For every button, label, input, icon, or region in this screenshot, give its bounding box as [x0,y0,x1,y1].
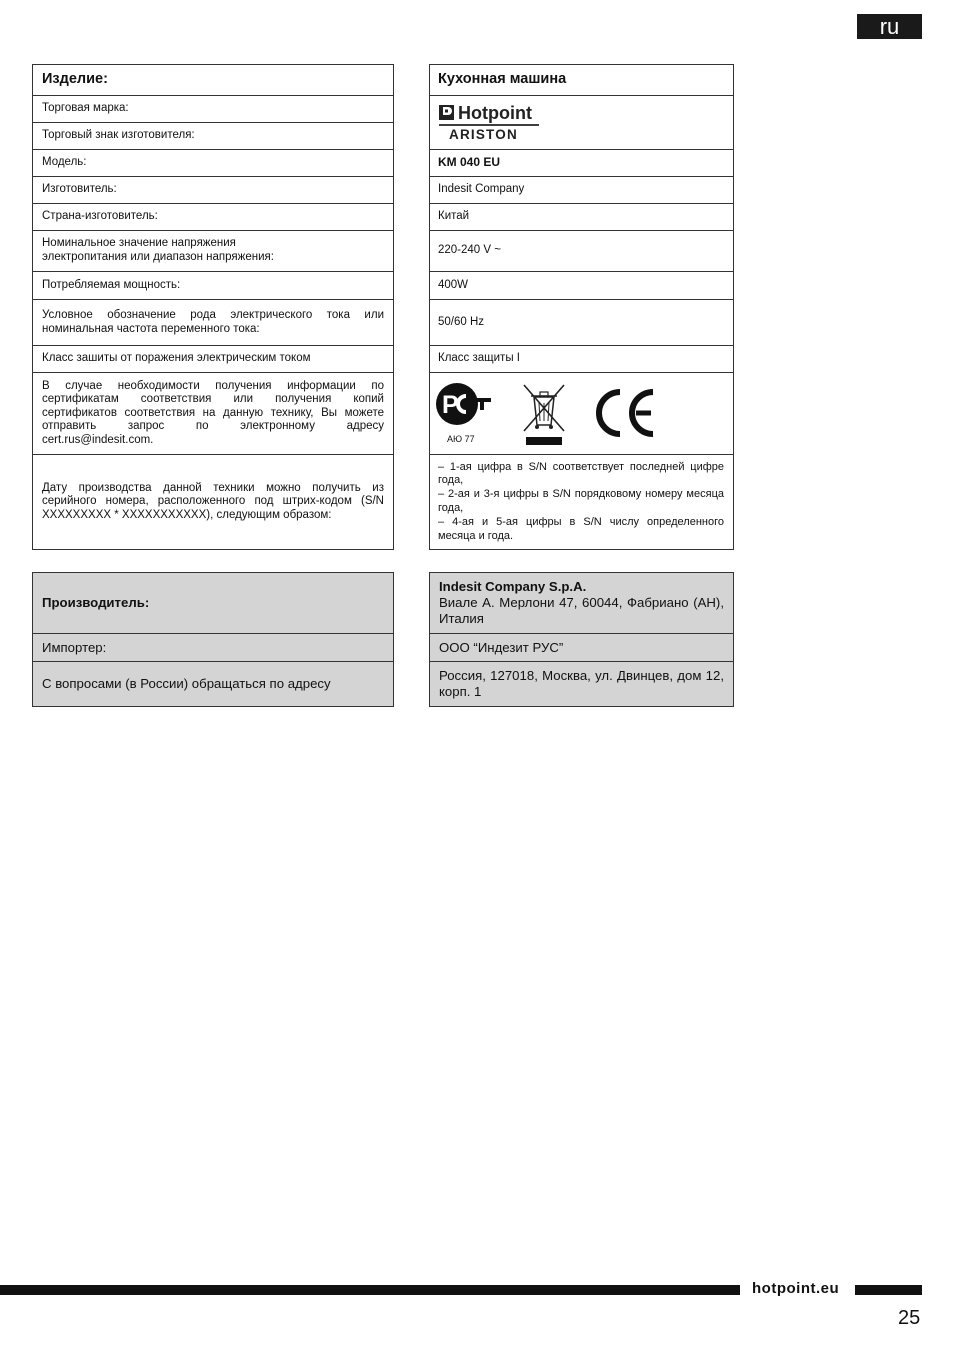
serial-decoding-cell [430,455,734,550]
company-address: Виале А. Мерлони 47, 60044, Фабриано (АН), Италия [439,595,724,626]
product-header: Изделие: [33,65,394,96]
manufacturer-value-table [429,572,734,707]
row-label-voltage: Номинальное значение напряжения электропитания или диапазон напряжения: [33,231,394,272]
certification-marks-cell [430,373,734,455]
row-label-trademark: Торговый знак изготовителя: [33,123,394,150]
row-label-manufacturer: Изготовитель: [33,177,394,204]
rst-mark-icon [435,382,493,426]
model-value: KM 040 EU [430,150,734,177]
product-value-table [429,64,734,550]
contact-label: С вопросами (в России) обращаться по адресу [33,662,394,707]
power-value: 400W [430,272,734,300]
language-tab: ru [857,14,922,39]
row-label-protection: Класс зашиты от поражения электрическим током [33,346,394,373]
importer-label: Импортер: [33,634,394,662]
voltage-value: 220-240 V ~ [430,231,734,272]
footer-bar-left [0,1285,740,1295]
cert-code: АЮ 77 [447,434,475,444]
row-label-model: Модель: [33,150,394,177]
importer-value: ООО “Индезит РУС” [430,634,734,662]
row-label-current: Условное обозначение рода электрического тока или номинальная частота переменного тока: [33,300,394,346]
row-label-country: Страна-изготовитель: [33,204,394,231]
row-label-power: Потребляемая мощность: [33,272,394,300]
manufacturer-info [430,573,734,634]
svg-text:Р: Р [442,391,459,419]
footer-bar-right [855,1285,922,1295]
serial-note-year: – 1-ая цифра в S/N соответствует последней цифре года, [438,460,724,487]
svg-text:Hotpoint: Hotpoint [458,102,532,123]
row-label-production-date: Дату производства данной техники можно получить из серийного номера, расположенного под штрих-кодом (S/N XXXXXXXXX * XXXXXXXXXXX), следующим образом: [33,455,394,550]
row-label-certificates: В случае необходимости получения информации по сертификатам соответствия или получения копий сертификатов соответствия на данную технику, Вы можете отправить запрос по электронному адресу cert.rus@indesit.com. [33,373,394,455]
frequency-value: 50/60 Hz [430,300,734,346]
country-value: Китай [430,204,734,231]
serial-note-month: – 2-ая и 3-я цифры в S/N порядковому номеру месяца года, [438,488,724,514]
manufacturer-value: Indesit Company [430,177,734,204]
product-type-header: Кухонная машина [430,65,734,96]
product-label-table [32,64,394,550]
manufacturer-label-table [32,572,394,707]
row-label-brand: Торговая марка: [33,96,394,123]
protection-class-value: Класс защиты I [430,346,734,373]
site-link[interactable]: hotpoint.eu [752,1280,840,1297]
russia-address: Россия, 127018, Москва, ул. Двинцев, дом 12, корп. 1 [430,662,734,707]
brand-logo-cell [430,96,734,150]
svg-text:ARISTON: ARISTON [449,126,518,142]
page-number: 25 [898,1307,921,1329]
ce-mark-icon [596,388,658,438]
manufacturer-label: Производитель: [33,573,394,634]
serial-note-day: – 4-ая и 5-ая цифры в S/N числу определенного месяца и года. [438,515,724,542]
hotpoint-logo-icon [438,101,542,145]
company-name: Indesit Company S.p.A. [439,579,587,594]
weee-bin-icon [522,383,566,447]
